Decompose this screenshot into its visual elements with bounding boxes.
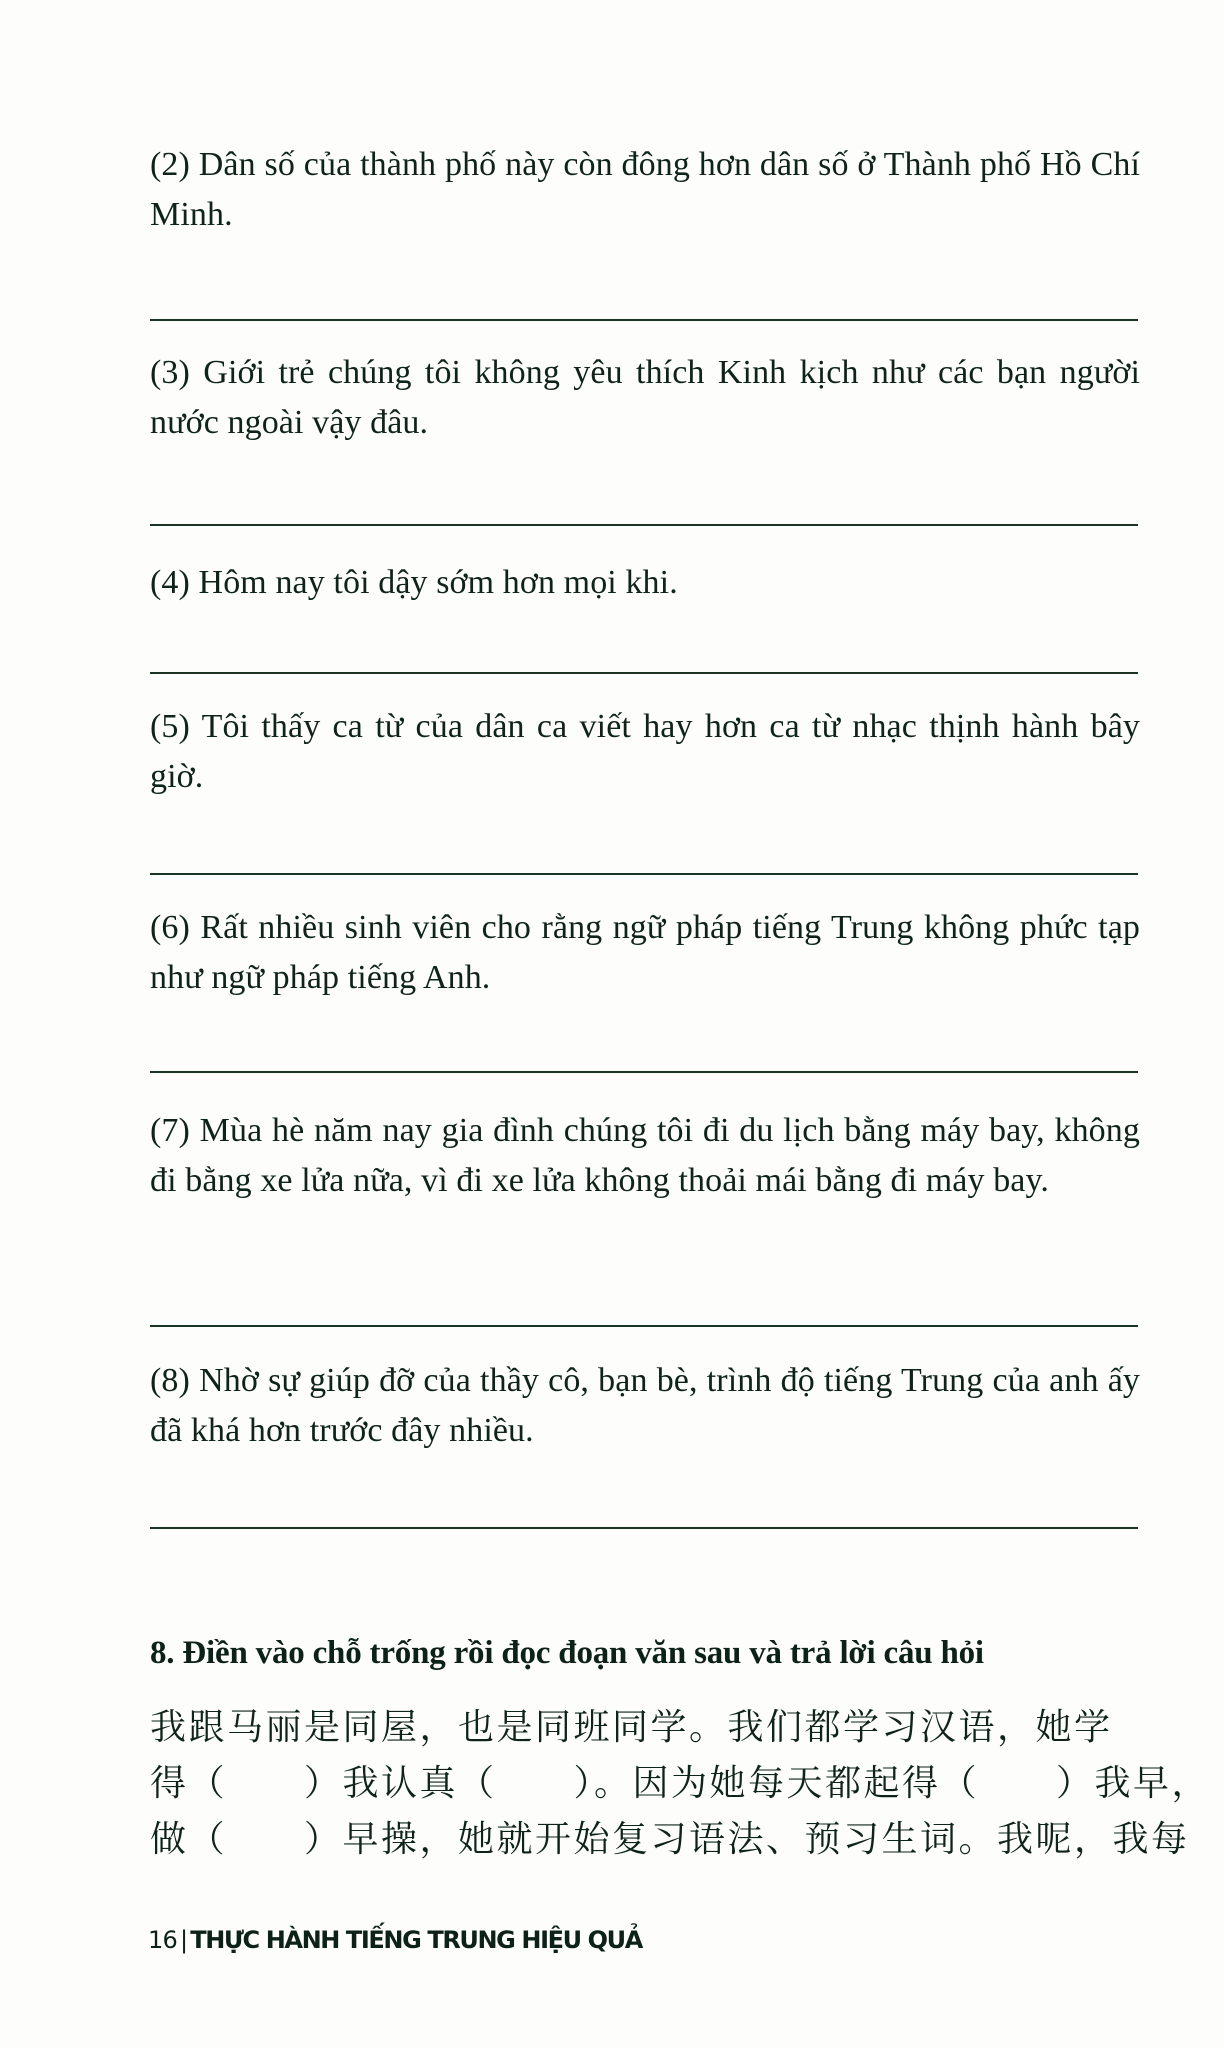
answer-line-4[interactable] (150, 672, 1138, 674)
passage-row-3: 做（ ）早操，她就开始复习语法、预习生词。我呢，我每 (150, 1819, 1190, 1860)
passage-row-2: 得（ ）我认真（ ）。因为她每天都起得（ ）我早， (150, 1763, 1211, 1804)
sentence-item-8: (8) Nhờ sự giúp đỡ của thầy cô, bạn bè, trình độ tiếng Trung của anh ấy đã khá hơn trước đây nhiều. (150, 1362, 1140, 1449)
passage-row-1: 我跟马丽是同屋，也是同班同学。我们都学习汉语，她学 (150, 1707, 1113, 1748)
sentence-item-7: (7) Mùa hè năm nay gia đình chúng tôi đi du lịch bằng máy bay, không đi bằng xe lửa nữa, vì đi xe lửa không thoải mái bằng đi máy bay. (150, 1112, 1140, 1199)
sentence-item-6: (6) Rất nhiều sinh viên cho rằng ngữ pháp tiếng Trung không phức tạp như ngữ pháp tiếng Anh. (150, 909, 1140, 996)
book-title: THỰC HÀNH TIẾNG TRUNG HIỆU QUẢ (190, 1926, 642, 1954)
sentence-item-5: (5) Tôi thấy ca từ của dân ca viết hay hơn ca từ nhạc thịnh hành bây giờ. (150, 708, 1140, 795)
sentence-item-4: (4) Hôm nay tôi dậy sớm hơn mọi khi. (150, 564, 678, 601)
footer-separator: | (179, 1926, 188, 1954)
page-number: 16 (148, 1926, 177, 1954)
sentence-item-2: (2) Dân số của thành phố này còn đông hơn dân số ở Thành phố Hồ Chí Minh. (150, 146, 1140, 233)
answer-line-5[interactable] (150, 873, 1138, 875)
exercise-8-heading: 8. Điền vào chỗ trống rồi đọc đoạn văn sau và trả lời câu hỏi (150, 1635, 984, 1671)
page-footer (148, 1922, 642, 1958)
answer-line-6[interactable] (150, 1071, 1138, 1073)
sentence-item-3: (3) Giới trẻ chúng tôi không yêu thích Kinh kịch như các bạn người nước ngoài vậy đâu. (150, 354, 1140, 441)
chinese-passage (150, 1700, 1211, 1868)
answer-line-8[interactable] (150, 1527, 1138, 1529)
answer-line-3[interactable] (150, 524, 1138, 526)
answer-line-7[interactable] (150, 1325, 1138, 1327)
answer-line-2[interactable] (150, 319, 1138, 321)
